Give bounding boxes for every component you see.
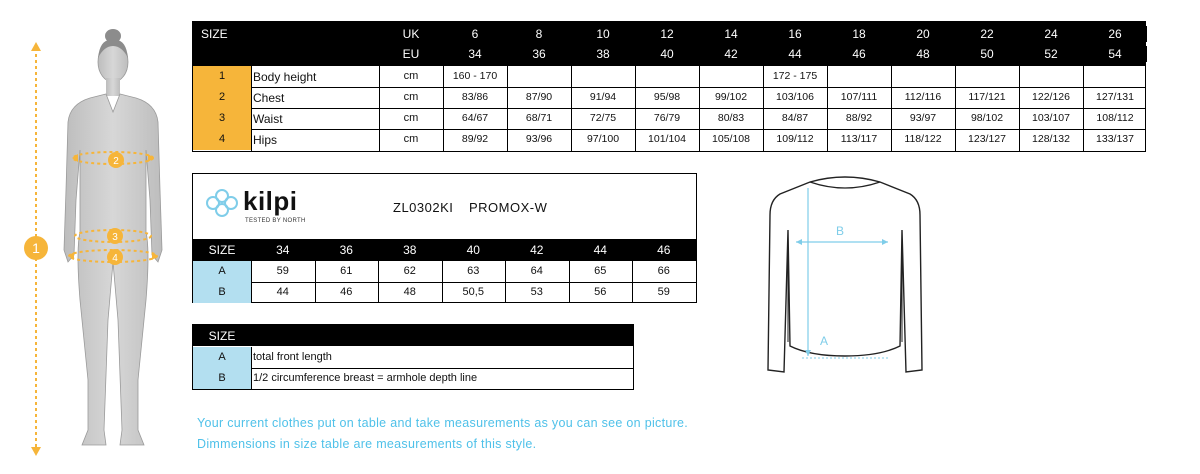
value-cell: 103/107 [1032,112,1070,125]
eu-size-38: 38 [571,46,635,62]
svg-text:1: 1 [32,240,40,256]
row-number: 2 [193,87,251,108]
uk-size-14: 14 [699,26,763,42]
value-cell: 122/126 [1032,91,1070,104]
value-cell: 44 [276,286,289,298]
eu-label: EU [383,46,439,62]
value-cell: 123/127 [968,133,1006,146]
column-divider [442,261,443,302]
value-cell: 95/98 [653,91,681,104]
kilpi-size-36: 36 [315,239,379,261]
value-cell: 99/102 [714,91,748,104]
value-cell: 109/112 [776,133,814,146]
value-cell: 63 [467,265,480,277]
eu-size-40: 40 [635,46,699,62]
value-cell: 160 - 170 [452,70,498,83]
marker-3-icon [107,228,123,244]
table-row [193,108,1145,129]
table-row [193,368,633,389]
uk-size-16: 16 [763,26,827,42]
eu-size-34: 34 [443,46,507,62]
column-divider [505,261,506,302]
row-number: 4 [193,129,251,150]
marker-2-icon [108,152,124,168]
uk-size-12: 12 [635,26,699,42]
value-cell: 101/104 [648,133,686,146]
row-name: Hips [253,132,278,147]
value-cell [827,66,891,87]
table-row [193,282,696,303]
column-divider [635,66,636,151]
eu-size-42: 42 [699,46,763,62]
column-divider [378,261,379,302]
value-cell: 97/100 [586,133,620,146]
value-cell [571,66,635,87]
svg-text:3: 3 [112,232,118,243]
row-name: Chest [253,90,285,105]
marker-4-icon [107,249,123,265]
row-label: A [193,347,251,368]
eu-size-50: 50 [955,46,1019,62]
value-cell [1019,66,1083,87]
column-divider [1083,66,1084,151]
value-cell: 59 [276,265,289,277]
table-row [193,129,1145,150]
uk-size-22: 22 [955,26,1019,42]
shirt-label-b: B [836,224,845,238]
value-cell: 66 [657,265,670,277]
column-divider [632,261,633,302]
kilpi-size-34: 34 [251,239,315,261]
value-cell: 83/86 [461,91,489,104]
table-row [193,347,633,368]
column-divider [571,66,572,151]
value-cell: 65 [594,265,607,277]
table-row [193,261,696,282]
uk-size-24: 24 [1019,26,1083,42]
legend-header-band [193,325,633,346]
row-description: total front length [253,351,332,363]
row-number: 3 [193,108,251,129]
value-cell: 108/112 [1096,112,1134,125]
row-unit: cm [403,133,419,145]
value-cell: 46 [340,286,353,298]
column-divider [251,368,252,389]
value-cell: 113/117 [840,133,878,146]
value-cell: 98/102 [970,112,1004,125]
column-divider [251,347,252,368]
column-divider [955,66,956,151]
brand-tagline: TESTED BY NORTH [245,218,306,224]
kilpi-size-46: 46 [632,239,696,261]
kilpi-size-header: SIZE [193,239,251,261]
value-cell: 59 [657,286,670,298]
value-cell: 91/94 [589,91,617,104]
table-row [193,66,1145,87]
eu-size-44: 44 [763,46,827,62]
value-cell: 87/90 [525,91,553,104]
kilpi-size-42: 42 [505,239,569,261]
eu-size-36: 36 [507,46,571,62]
product-measurement-table [192,173,697,303]
uk-size-20: 20 [891,26,955,42]
kilpi-size-44: 44 [569,239,633,261]
column-divider [507,66,508,151]
value-cell: 112/116 [904,91,942,104]
shirt-label-a: A [820,334,829,348]
column-divider [1019,66,1020,151]
kilpi-knot-icon [203,188,241,218]
body-figure [0,0,190,474]
note-line-2: Dimmensions in size table are measurements of this style. [197,437,537,451]
size-table [192,21,1146,152]
column-divider [891,66,892,151]
value-cell: 93/97 [909,112,937,125]
column-divider [315,261,316,302]
uk-label: UK [383,26,439,42]
column-divider [379,66,380,151]
row-label: A [193,261,251,282]
value-cell: 56 [594,286,607,298]
kilpi-size-38: 38 [378,239,442,261]
value-cell [635,66,699,87]
row-unit: cm [403,112,419,124]
value-cell [1083,66,1147,87]
note-line-1: Your current clothes put on table and take measurements as you can see on picture. [197,416,689,430]
product-name: PROMOX-W [469,200,548,215]
uk-size-6: 6 [443,26,507,42]
row-unit: cm [403,91,419,103]
value-cell: 72/75 [589,112,617,125]
value-cell: 128/132 [1032,133,1070,146]
row-name: Waist [253,111,283,126]
uk-size-18: 18 [827,26,891,42]
value-cell [507,66,571,87]
column-divider [699,66,700,151]
value-cell: 62 [403,265,416,277]
value-cell: 88/92 [845,112,873,125]
marker-1-icon [24,236,48,260]
eu-size-52: 52 [1019,46,1083,62]
svg-text:4: 4 [112,253,118,264]
value-cell: 127/131 [1096,91,1134,104]
shirt-diagram [760,170,930,380]
kilpi-size-40: 40 [442,239,506,261]
value-cell: 172 - 175 [772,70,818,83]
uk-size-26: 26 [1083,26,1147,42]
value-cell: 50,5 [462,286,484,298]
legend-size-header: SIZE [193,325,251,346]
row-number: 1 [193,66,251,87]
row-name: Body height [253,69,317,84]
column-divider [569,261,570,302]
legend-table [192,324,634,390]
row-description: 1/2 circumference breast = armhole depth line [253,372,478,384]
product-code: ZL0302KI [393,200,454,215]
value-cell: 48 [403,286,416,298]
column-divider [763,66,764,151]
column-divider [251,66,252,151]
table-row [193,87,1145,108]
eu-size-46: 46 [827,46,891,62]
brand-name: kilpi [243,186,298,216]
value-cell [955,66,1019,87]
uk-size-8: 8 [507,26,571,42]
eu-size-54: 54 [1083,46,1147,62]
value-cell: 61 [340,265,353,277]
value-cell: 64/67 [461,112,489,125]
uk-size-10: 10 [571,26,635,42]
column-divider [443,66,444,151]
value-cell: 53 [530,286,543,298]
value-cell: 107/111 [840,91,878,104]
value-cell: 89/92 [461,133,489,146]
value-cell: 68/71 [525,112,553,125]
row-label: B [193,282,251,303]
size-header: SIZE [201,26,241,42]
value-cell: 64 [530,265,543,277]
value-cell: 80/83 [717,112,745,125]
row-label: B [193,368,251,389]
value-cell: 118/122 [904,133,942,146]
value-cell [699,66,763,87]
column-divider [251,261,252,302]
value-cell: 76/79 [653,112,681,125]
row-unit: cm [403,70,419,82]
value-cell: 117/121 [968,91,1006,104]
kilpi-logo [203,184,313,234]
value-cell: 105/108 [712,133,750,146]
value-cell: 133/137 [1096,133,1134,146]
value-cell: 103/106 [776,91,814,104]
value-cell [891,66,955,87]
value-cell: 84/87 [781,112,809,125]
column-divider [827,66,828,151]
eu-size-48: 48 [891,46,955,62]
value-cell: 93/96 [525,133,553,146]
svg-text:2: 2 [113,156,119,167]
